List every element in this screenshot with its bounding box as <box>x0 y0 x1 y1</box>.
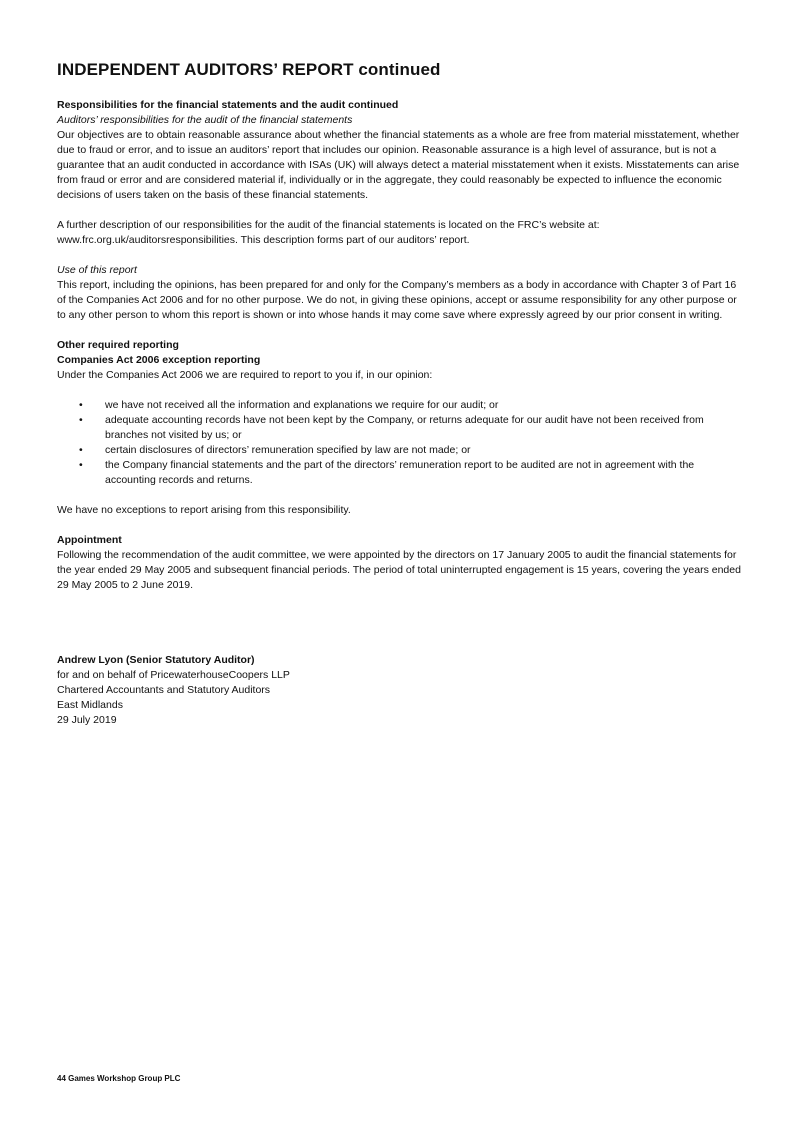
signature-line: East Midlands <box>57 699 123 711</box>
paragraph: Following the recommendation of the audit committee, we were appointed by the directors on 17 January 2005 to audit the financial statements for the year ended 29 May 2005 and subsequent financial periods. The period of total uninterrupted engagement is 15 years, covering the years ended 29 May 2005 to 2 June 2019. <box>57 549 741 591</box>
paragraph: Our objectives are to obtain reasonable assurance about whether the financial statements as a whole are free from material misstatement, whether due to fraud or error, and to issue an auditors’ report that includes our opinion. Reasonable assurance is a high level of assurance, but is not a guarantee that an audit conducted in accordance with ISAs (UK) will always detect a material misstatement when it exists. Misstatements can arise from fraud or error and are considered material if, individually or in the aggregate, they could reasonably be expected to influence the economic decisions of users taken on the basis of these financial statements. <box>57 129 740 201</box>
signature-line: Chartered Accountants and Statutory Auditors <box>57 684 271 696</box>
section-heading: Use of this report <box>57 264 137 276</box>
paragraph: A further description of our responsibilities for the audit of the financial statements is located on the FRC’s website at: www.frc.org.uk/auditorsresponsibilities. This description forms part of our auditors’ report. <box>57 219 600 246</box>
section-heading: Other required reporting <box>57 339 179 351</box>
bullet-icon: • <box>79 444 83 456</box>
use-of-report-section <box>57 263 747 323</box>
responsibilities-section <box>57 98 747 248</box>
paragraph: We have no exceptions to report arising from this responsibility. <box>57 504 351 516</box>
list-item: • the Company financial statements and the part of the directors’ remuneration report to be audited are not in agreement with the accounting records and returns. <box>79 459 695 486</box>
report-page <box>57 60 747 728</box>
list-item: • adequate accounting records have not been kept by the Company, or returns adequate for our audit have not been received from branches not visited by us; or <box>79 414 704 441</box>
list-item: • certain disclosures of directors’ remuneration specified by law are not made; or <box>79 444 471 456</box>
bullet-icon: • <box>79 459 83 471</box>
paragraph: This report, including the opinions, has been prepared for and only for the Company’s members as a body in accordance with Chapter 3 of Part 16 of the Companies Act 2006 and for no other purpose. We do not, in giving these opinions, accept or assume responsibility for any other purpose or to any other person to whom this report is shown or into whose hands it may come save where expressly agreed by our prior consent in writing. <box>57 279 737 321</box>
section-heading: Responsibilities for the financial statements and the audit continued <box>57 99 399 111</box>
page-title: INDEPENDENT AUDITORS’ REPORT continued <box>57 60 441 79</box>
other-reporting-section <box>57 338 747 518</box>
page-footer: 44 Games Workshop Group PLC <box>57 1074 181 1083</box>
signatory-name: Andrew Lyon (Senior Statutory Auditor) <box>57 654 255 666</box>
signature-date: 29 July 2019 <box>57 714 117 726</box>
section-subheading: Auditors’ responsibilities for the audit of the financial statements <box>57 114 353 126</box>
appointment-section <box>57 533 747 593</box>
section-subheading: Companies Act 2006 exception reporting <box>57 354 261 366</box>
signature-block <box>57 653 747 728</box>
bullet-icon: • <box>79 399 83 411</box>
exception-list <box>57 398 747 488</box>
section-heading: Appointment <box>57 534 122 546</box>
list-item: • we have not received all the information and explanations we require for our audit; or <box>79 399 499 411</box>
bullet-icon: • <box>79 414 83 426</box>
paragraph: Under the Companies Act 2006 we are required to report to you if, in our opinion: <box>57 369 433 381</box>
signature-line: for and on behalf of PricewaterhouseCoopers LLP <box>57 669 290 681</box>
